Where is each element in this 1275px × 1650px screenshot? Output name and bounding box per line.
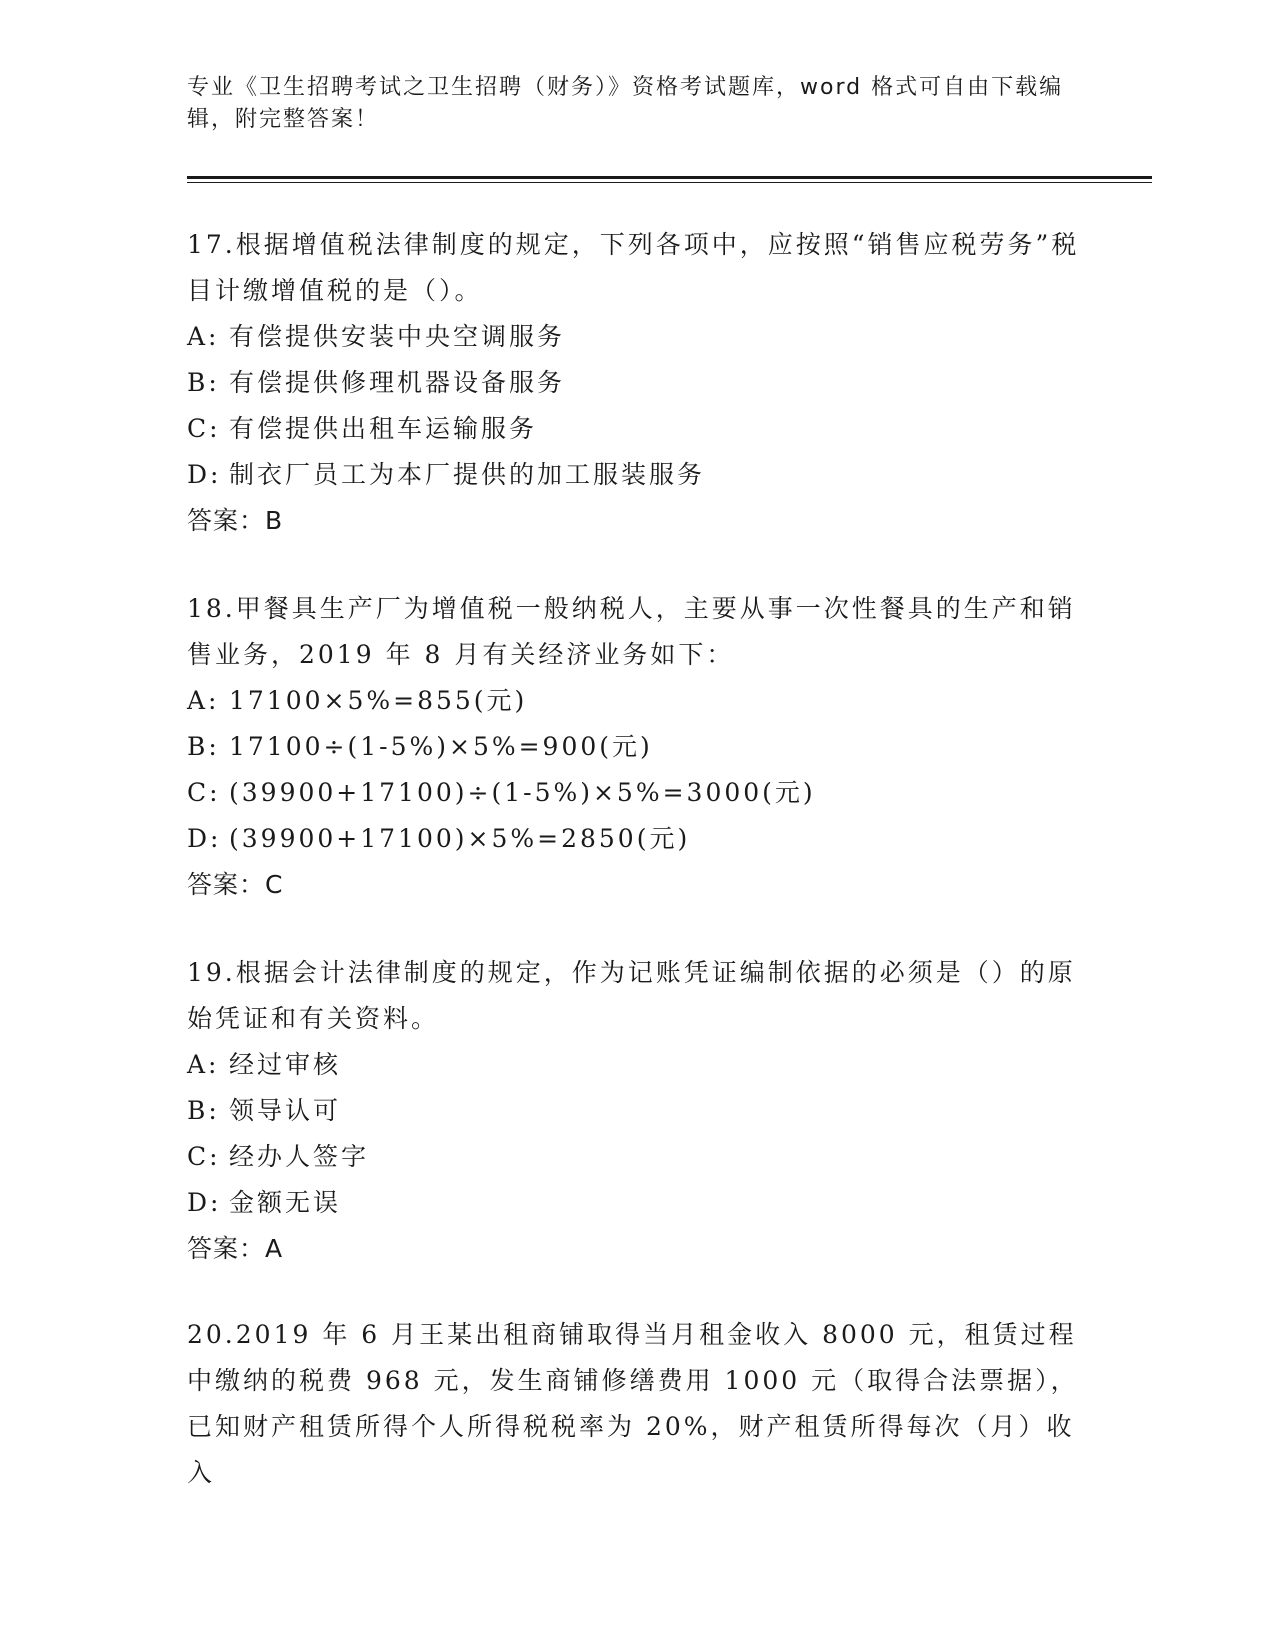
option-d	[187, 1180, 1087, 1226]
option-letter: B:	[187, 368, 220, 397]
header-divider-thick	[187, 176, 1152, 179]
option-c	[187, 770, 1087, 816]
question-17	[187, 222, 1087, 544]
option-text: 17100×5%=855(元)	[229, 686, 528, 715]
option-letter: A:	[187, 686, 220, 715]
option-letter: B:	[187, 732, 220, 761]
option-text: 有偿提供出租车运输服务	[229, 414, 538, 443]
option-text: 经过审核	[229, 1050, 342, 1079]
option-c	[187, 1134, 1087, 1180]
option-text: 领导认可	[229, 1096, 342, 1125]
answer-line: 答案：A	[187, 1234, 284, 1263]
option-text: 制衣厂员工为本厂提供的加工服装服务	[229, 460, 706, 489]
option-letter: C:	[187, 1142, 221, 1171]
option-a	[187, 678, 1087, 724]
header-text: 专业《卫生招聘考试之卫生招聘（财务）》资格考试题库，word 格式可自由下载编辑，附完整答案！	[187, 75, 1064, 132]
option-text: 有偿提供安装中央空调服务	[229, 322, 566, 351]
question-stem: 18.甲餐具生产厂为增值税一般纳税人，主要从事一次性餐具的生产和销售业务，2019 年 8 月有关经济业务如下：	[187, 594, 1076, 669]
question-stem: 19.根据会计法律制度的规定，作为记账凭证编制依据的必须是（）的原始凭证和有关资料。	[187, 958, 1076, 1033]
option-text: 金额无误	[229, 1188, 342, 1217]
question-stem: 17.根据增值税法律制度的规定，下列各项中，应按照“销售应税劳务”税目计缴增值税的是（）。	[187, 230, 1080, 305]
option-text: 经办人签字	[229, 1142, 370, 1171]
option-letter: A:	[187, 322, 220, 351]
answer-line: 答案：C	[187, 870, 284, 899]
option-b	[187, 1088, 1087, 1134]
option-c	[187, 406, 1087, 452]
option-letter: C:	[187, 414, 221, 443]
option-a	[187, 314, 1087, 360]
option-text: (39900+17100)×5%=2850(元)	[229, 824, 691, 853]
option-d	[187, 816, 1087, 862]
option-d	[187, 452, 1087, 498]
option-letter: D:	[187, 460, 222, 489]
question-stem: 20.2019 年 6 月王某出租商铺取得当月租金收入 8000 元，租赁过程中缴纳的税费 968 元，发生商铺修缮费用 1000 元（取得合法票据），已知财产租赁所得个人所得税税率为 20%，财产租赁所得每次（月）收入	[187, 1320, 1079, 1487]
option-letter: B:	[187, 1096, 220, 1125]
option-letter: A:	[187, 1050, 220, 1079]
option-letter: D:	[187, 1188, 222, 1217]
option-letter: C:	[187, 778, 221, 807]
option-letter: D:	[187, 824, 222, 853]
header-divider-thin	[187, 182, 1152, 183]
question-19	[187, 950, 1087, 1272]
option-text: 17100÷(1-5%)×5%=900(元)	[229, 732, 653, 761]
document-header	[187, 72, 1067, 136]
question-18	[187, 586, 1087, 908]
option-a	[187, 1042, 1087, 1088]
option-b	[187, 724, 1087, 770]
question-20	[187, 1312, 1087, 1496]
option-text: 有偿提供修理机器设备服务	[229, 368, 566, 397]
option-text: (39900+17100)÷(1-5%)×5%=3000(元)	[229, 778, 816, 807]
answer-line: 答案：B	[187, 506, 284, 535]
option-b	[187, 360, 1087, 406]
